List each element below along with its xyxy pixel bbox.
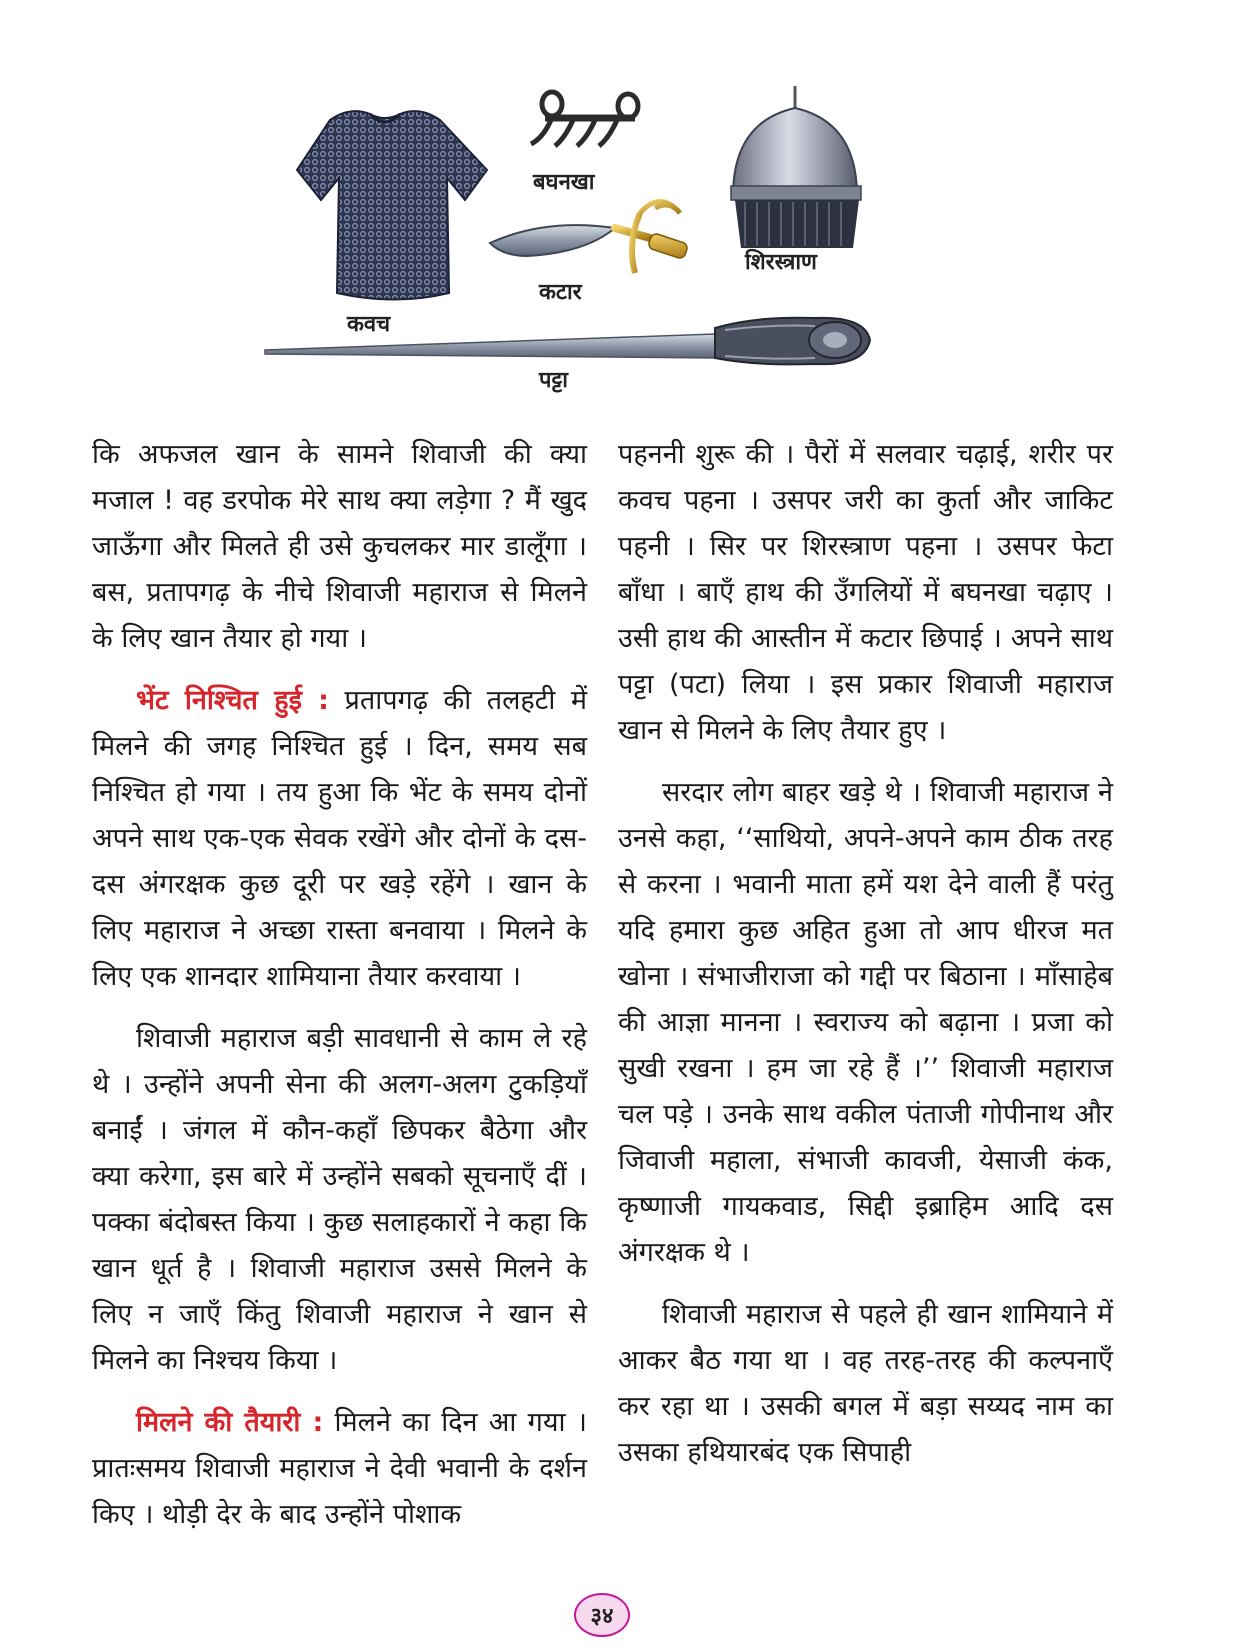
shirastran-image [731, 86, 861, 248]
weapons-svg [255, 78, 945, 418]
katar-image [490, 202, 689, 274]
right-column [618, 432, 1113, 1492]
left-paragraph-1: कि अफजल खान के सामने शिवाजी की क्या मजाल ! वह डरपोक मेरे साथ क्या लड़ेगा ? मैं खुद जाऊँगा और मिलते ही उसे कुचलकर मार डालूँगा । बस, प्रतापगढ़ के नीचे शिवाजी महाराज से मिलने के लिए खान तैयार हो गया । [92, 439, 587, 654]
heading-milne-ki-taiyari: मिलने की तैयारी : [136, 1407, 324, 1438]
left-paragraph-3: शिवाजी महाराज बड़ी सावधानी से काम ले रहे थे । उन्होंने अपनी सेना की अलग-अलग टुकड़ियाँ बनाईं । जंगल में कौन-कहाँ छिपकर बैठेगा और क्या करेगा, इस बारे में उन्होंने सबको सूचनाएँ दीं । पक्का बंदोबस्त किया । कुछ सलाहकारों ने कहा कि खान धूर्त है । शिवाजी महाराज उससे मिलने के लिए न जाएँ किंतु शिवाजी महाराज ने खान से मिलने का निश्चय किया । [92, 1023, 587, 1376]
left-paragraph-2-body: प्रतापगढ़ की तलहटी में मिलने की जगह निश्चित हुई । दिन, समय सब निश्चित हो गया । तय हुआ कि भेंट के समय दोनों अपने साथ एक-एक सेवक रखेंगे और दोनों के दस-दस अंगरक्षक कुछ दूरी पर खड़े रहेंगे । खान के लिए महाराज ने अच्छा रास्ता बनवाया । मिलने के लिए एक शानदार शामियाना तैयार करवाया । [92, 685, 587, 992]
left-paragraph-2 [92, 678, 587, 1000]
right-paragraph-1: पहननी शुरू की । पैरों में सलवार चढ़ाई, शरीर पर कवच पहना । उसपर जरी का कुर्ता और जाकिट पहनी । सिर पर शिरस्त्राण पहना । उसपर फेटा बाँधा । बाएँ हाथ की उँगलियों में बघनखा चढ़ाए । उसी हाथ की आस्तीन में कटार छिपाई । अपने साथ पट्टा (पटा) लिया । इस प्रकार शिवाजी महाराज खान से मिलने के लिए तैयार हुए । [618, 439, 1114, 746]
label-shirastran: शिरस्त्राण [745, 250, 817, 275]
label-katar: कटार [539, 280, 582, 305]
label-kavach: कवच [347, 312, 391, 337]
page-number: ३४ [574, 1593, 630, 1637]
weapons-illustration [255, 78, 945, 418]
left-column [92, 432, 587, 1554]
kavach-image [297, 111, 487, 299]
label-baghnakha: बघनखा [533, 170, 595, 195]
heading-bhent-nishchit: भेंट निश्चित हुई : [136, 685, 329, 716]
left-paragraph-4-body: मिलने का दिन आ गया । प्रातःसमय शिवाजी महाराज ने देवी भवानी के दर्शन किए । थोड़ी देर के बाद उन्होंने पोशाक [92, 1407, 587, 1530]
label-patta: पट्टा [539, 368, 568, 393]
baghnakha-image [531, 92, 638, 146]
right-paragraph-2: सरदार लोग बाहर खड़े थे । शिवाजी महाराज ने उनसे कहा, ‘‘साथियो, अपने-अपने काम ठीक तरह से करना । भवानी माता हमें यश देने वाली हैं परंतु यदि हमारा कुछ अहित हुआ तो आप धीरज मत खोना । संभाजीराजा को गद्दी पर बिठाना । माँसाहेब की आज्ञा मानना । स्वराज्य को बढ़ाना । प्रजा को सुखी रखना । हम जा रहे हैं ।’’ शिवाजी महाराज चल पड़े । उनके साथ वकील पंताजी गोपीनाथ और जिवाजी महाला, संभाजी कावजी, येसाजी कंक, कृष्णाजी गायकवाड, सिद्दी इब्राहिम आदि दस अंगरक्षक थे । [618, 777, 1113, 1268]
left-paragraph-4 [92, 1400, 587, 1538]
right-paragraph-3: शिवाजी महाराज से पहले ही खान शामियाने में आकर बैठ गया था । वह तरह-तरह की कल्पनाएँ कर रहा था । उसकी बगल में बड़ा सय्यद नाम का उसका हथियारबंद एक सिपाही [618, 1299, 1113, 1468]
